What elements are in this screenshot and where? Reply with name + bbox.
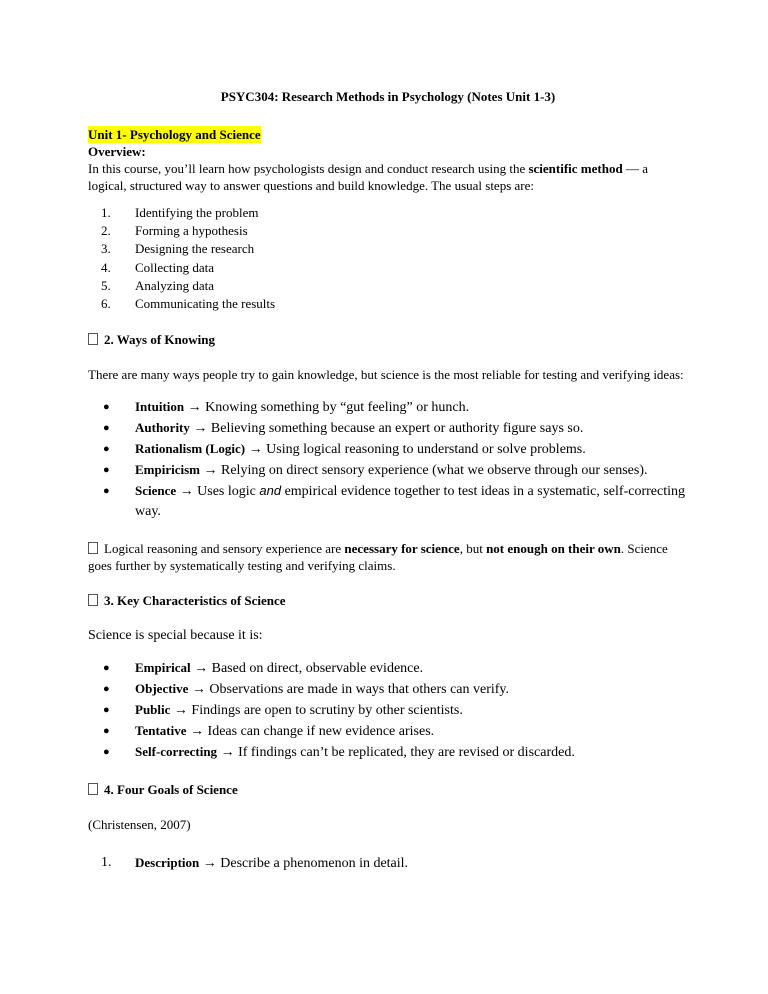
list-desc: → Based on direct, observable evidence. (190, 661, 424, 677)
goals-list (88, 853, 688, 874)
overview-paragraph (88, 160, 688, 194)
list-item (88, 222, 688, 240)
list-term: Science (135, 483, 177, 499)
ways-note (88, 540, 688, 574)
list-term: Empirical (135, 660, 191, 676)
note-bold: necessary for science (344, 541, 460, 557)
missing-glyph-icon (88, 333, 98, 345)
list-item (88, 259, 688, 277)
note-text: , but (459, 541, 487, 557)
list-number: 3. (101, 241, 111, 257)
characteristics-intro: Science is special because it is: (88, 628, 263, 644)
list-text: Communicating the results (135, 296, 276, 312)
emphasis-text: and (259, 483, 282, 499)
list-text: Forming a hypothesis (135, 223, 248, 239)
list-item (88, 700, 688, 721)
characteristics-list (88, 658, 688, 763)
list-desc: → Believing something because an expert or authority figure says so. (189, 421, 584, 437)
unit1-heading: Unit 1- Psychology and Science (88, 127, 261, 142)
document-title: PSYC304: Research Methods in Psychology (Notes Unit 1-3) (220, 89, 556, 104)
characteristics-heading (88, 592, 688, 609)
list-item (88, 439, 688, 460)
overview-text-end: — a logical, structured way to answer questions and build knowledge. The usual steps are: (88, 161, 648, 193)
list-term: Public (135, 702, 171, 718)
missing-glyph-icon (88, 594, 98, 606)
list-number: 1. (101, 205, 111, 220)
list-desc: → Using logical reasoning to understand or solve problems. (245, 442, 586, 458)
list-desc-end: empirical evidence together to test ideas in a systematic, self-correcting way. (135, 484, 685, 520)
goals-heading (88, 781, 688, 798)
overview-bold: scientific method (528, 161, 623, 176)
ways-heading-text: 2. Ways of Knowing (104, 332, 216, 348)
list-item (88, 460, 688, 481)
list-text: Analyzing data (135, 277, 215, 293)
list-term: Rationalism (Logic) (135, 441, 246, 457)
note-bold: not enough on their own (486, 541, 621, 557)
list-item (88, 240, 688, 258)
note-text: Logical reasoning and sensory experience are (104, 541, 345, 557)
list-item (88, 295, 688, 313)
ways-heading (88, 331, 688, 348)
list-item (88, 204, 688, 222)
list-item (88, 481, 688, 522)
document-body (88, 88, 688, 874)
list-desc: → Uses logic (176, 484, 260, 500)
list-number: 1. (101, 855, 112, 871)
ways-list (88, 397, 688, 522)
list-term: Objective (135, 681, 189, 697)
list-number: 5. (101, 277, 111, 293)
goals-heading-text: 4. Four Goals of Science (104, 782, 238, 798)
overview-label: Overview: (88, 144, 146, 159)
list-text: Collecting data (135, 259, 215, 275)
list-item (88, 742, 688, 763)
list-term: Self-correcting (135, 744, 218, 760)
list-item (88, 418, 688, 439)
list-desc: → Observations are made in ways that others can verify. (188, 682, 510, 698)
list-item (88, 679, 688, 700)
list-term: Tentative (135, 723, 187, 739)
list-number: 4. (101, 259, 111, 275)
missing-glyph-icon (88, 542, 98, 554)
list-text: Identifying the problem (135, 205, 259, 220)
characteristics-heading-text: 3. Key Characteristics of Science (104, 593, 286, 609)
goals-citation: (Christensen, 2007) (88, 817, 191, 833)
list-term: Description (135, 855, 200, 871)
list-term: Authority (135, 420, 190, 436)
list-item (88, 397, 688, 418)
list-number: 2. (101, 223, 111, 239)
list-item (88, 277, 688, 295)
list-text: Designing the research (135, 241, 255, 257)
note-text: . Science goes further by systematically testing and verifying claims. (88, 541, 668, 574)
list-number: 6. (101, 296, 111, 312)
list-desc: → If findings can’t be replicated, they are revised or discarded. (217, 745, 575, 761)
list-desc: → Ideas can change if new evidence arises. (186, 724, 435, 740)
list-desc: → Findings are open to scrutiny by other scientists. (170, 703, 463, 719)
list-desc: → Relying on direct sensory experience (what we observe through our senses). (200, 463, 648, 479)
list-desc: → Knowing something by “gut feeling” or hunch. (184, 400, 470, 416)
list-desc: → Describe a phenomenon in detail. (199, 856, 409, 872)
missing-glyph-icon (88, 783, 98, 795)
list-term: Intuition (135, 399, 185, 415)
list-term: Empiricism (135, 462, 200, 478)
steps-list (88, 204, 688, 313)
list-item (88, 853, 688, 874)
list-item (88, 721, 688, 742)
list-item (88, 658, 688, 679)
overview-text: In this course, you’ll learn how psychologists design and conduct research using the (88, 161, 529, 176)
ways-intro: There are many ways people try to gain knowledge, but science is the most reliable for testing and verifying ideas: (88, 367, 684, 383)
